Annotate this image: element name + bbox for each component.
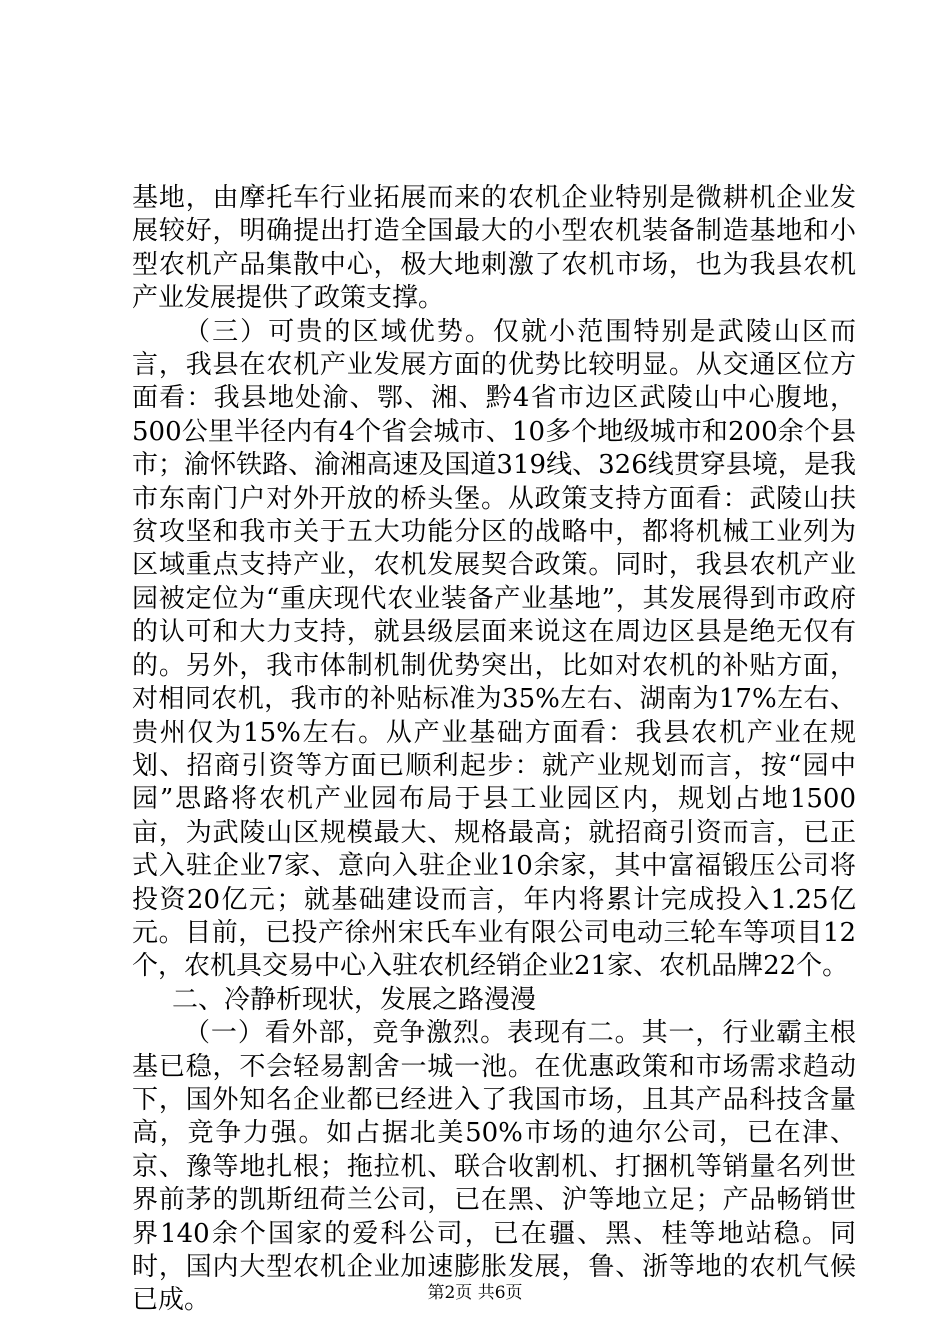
paragraph-continuation: 基地，由摩托车行业拓展而来的农机企业特别是微耕机企业发展较好，明确提出打造全国最大的小型农机装备制造基地和小型农机产品集散中心，极大地刺激了农机市场，也为我县农机产业发展提供了政策支撑。 bbox=[132, 183, 856, 314]
document-body bbox=[132, 182, 856, 1318]
paragraph-regional-advantage: （三）可贵的区域优势。仅就小范围特别是武陵山区而言，我县在农机产业发展方面的优势比较明显。从交通区位方面看：我县地处渝、鄂、湘、黔4省市边区武陵山中心腹地，500公里半径内有4个省会城市、10多个地级城市和200余个县市；渝怀铁路、渝湘高速及国道319线、326线贯穿县境，是我市东南门户对外开放的桥头堡。从政策支持方面看：武陵山扶贫攻坚和我市关于五大功能分区的战略中，都将机械工业列为区域重点支持产业，农机发展契合政策。同时，我县农机产业园被定位为“重庆现代农业装备产业基地”，其发展得到市政府的认可和大力支持，就县级层面来说这在周边区县是绝无仅有的。另外，我市体制机制优势突出，比如对农机的补贴方面，对相同农机，我市的补贴标准为35%左右、湖南为17%左右、贵州仅为15%左右。从产业基础方面看：我县农机产业在规划、招商引资等方面已顺利起步：就产业规划而言，按“园中园”思路将农机产业园布局于县工业园区内，规划占地1500亩，为武陵山区规模最大、规格最高；就招商引资而言，已正式入驻企业7家、意向入驻企业10余家，其中富福锻压公司将投资20亿元；就基础建设而言，年内将累计完成投入1.25亿元。目前，已投产徐州宋氏车业有限公司电动三轮车等项目12个，农机具交易中心入驻农机经销企业21家、农机品牌22个。 bbox=[132, 316, 856, 982]
page-footer: 第2页 共6页 bbox=[427, 1283, 523, 1303]
paragraph-external-competition: （一）看外部，竞争激烈。表现有二。其一，行业霸主根基已稳，不会轻易割舍一城一池。在优惠政策和市场需求趋动下，国外知名企业都已经进入了我国市场，且其产品科技含量高，竞争力强。如占据北美50%市场的迪尔公司，已在津、京、豫等地扎根；拖拉机、联合收割机、打捆机等销量名列世界前茅的凯斯纽荷兰公司，已在黑、沪等地立足；产品畅销世界140余个国家的爱科公司，已在疆、黑、桂等地站稳。同时，国内大型农机企业加速膨胀发展，鲁、浙等地的农机气候已成。 bbox=[132, 1018, 856, 1316]
section-heading-current-status: 二、冷静析现状，发展之路漫漫 bbox=[172, 984, 537, 1015]
